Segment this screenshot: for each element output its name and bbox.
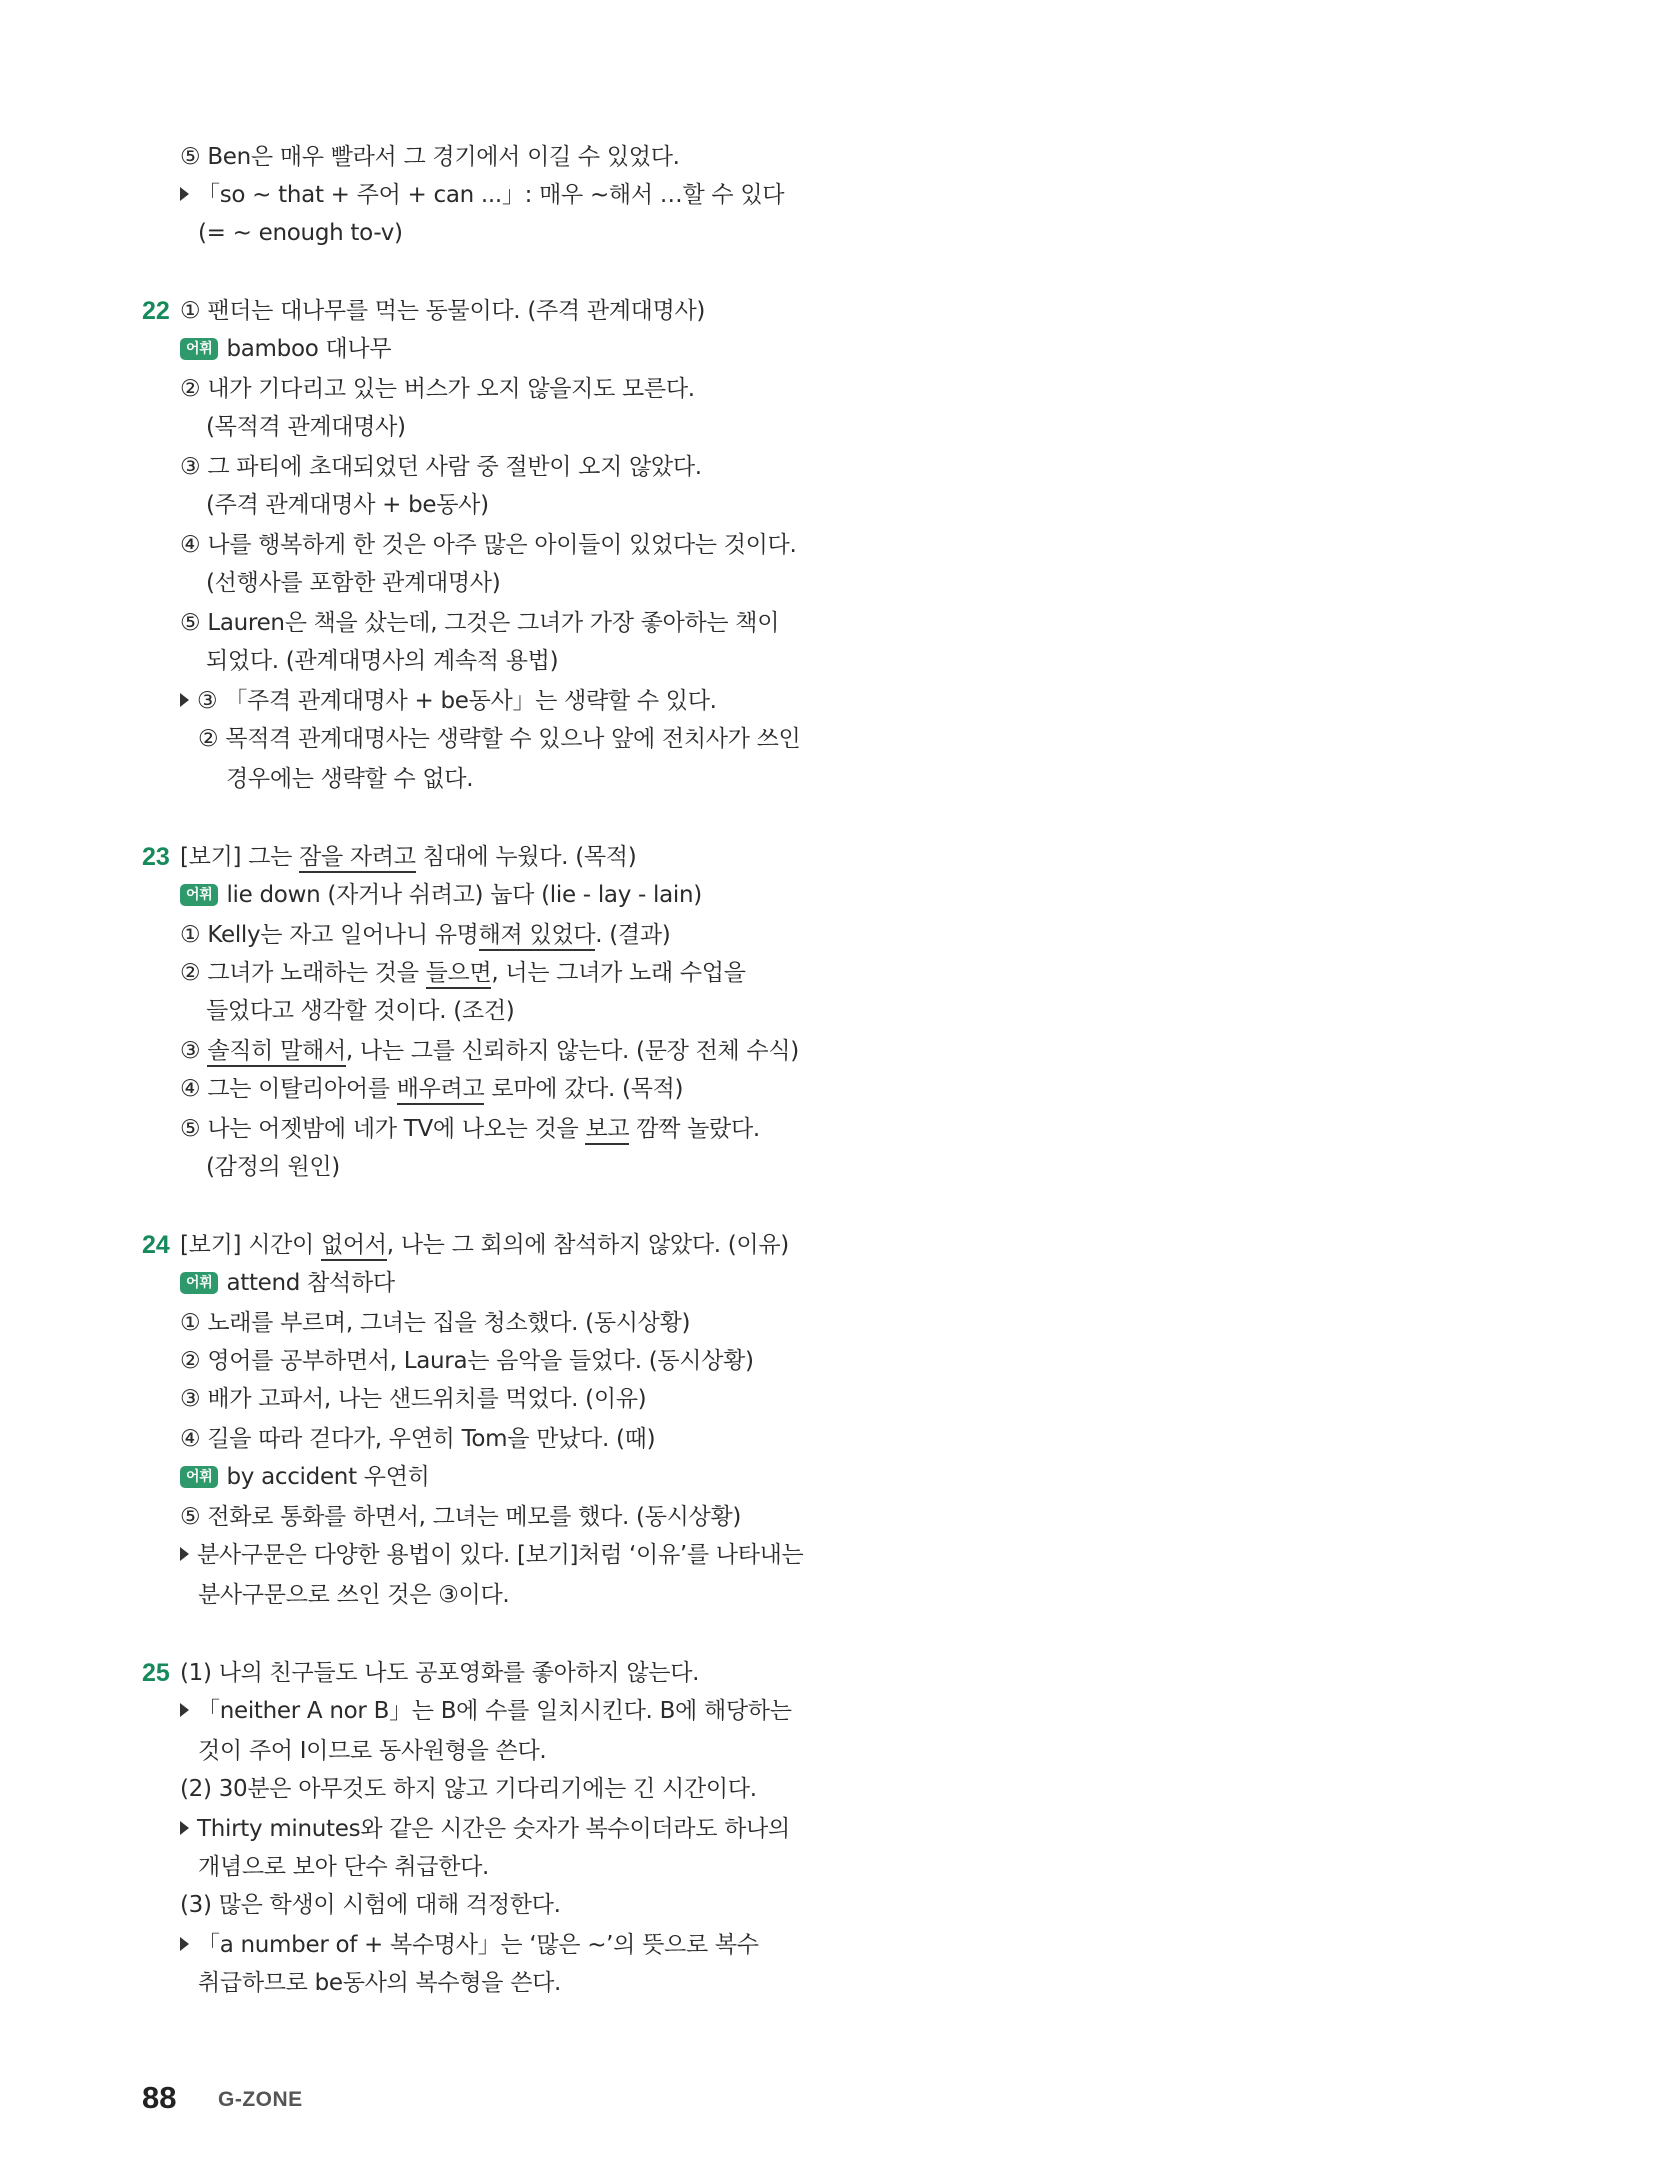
q21-line-1: ⑤ Ben은 매우 빨라서 그 경기에서 이길 수 있었다. bbox=[180, 144, 680, 170]
text: , 나는 그를 신뢰하지 않는다. (문장 전체 수식) bbox=[345, 1038, 799, 1064]
q24-vocab-2 bbox=[180, 1462, 430, 1492]
bullet-triangle-icon bbox=[180, 693, 189, 707]
q23-vocab-text: lie down (자거나 쉬려고) 눕다 (lie - lay - lain) bbox=[226, 882, 702, 908]
text: 깜짝 놀랐다. bbox=[629, 1116, 760, 1142]
vocab-tag: 어휘 bbox=[180, 884, 218, 906]
q23-example bbox=[180, 842, 636, 872]
question-number-25: 25 bbox=[142, 1659, 170, 1687]
q23-line-7 bbox=[180, 1074, 683, 1104]
text: [보기] 그는 bbox=[180, 844, 300, 870]
q21-line-3: (= ~ enough to-v) bbox=[198, 220, 403, 246]
q23-line-4 bbox=[180, 958, 746, 988]
q21-note-text: 「so ~ that + 주어 + can ...」: 매우 ~해서 …할 수 있다 bbox=[197, 182, 785, 208]
q25-line-4: (2) 30분은 아무것도 하지 않고 기다리기에는 긴 시간이다. bbox=[180, 1776, 757, 1802]
q22-line-7: ④ 나를 행복하게 한 것은 아주 많은 아이들이 있었다는 것이다. bbox=[180, 532, 797, 558]
bullet-triangle-icon bbox=[180, 1703, 189, 1717]
q22-note-line bbox=[180, 686, 717, 716]
q22-line-6: (주격 관계대명사 + be동사) bbox=[206, 492, 489, 518]
q22-line-9: ⑤ Lauren은 책을 샀는데, 그것은 그녀가 가장 좋아하는 책이 bbox=[180, 610, 780, 636]
q24-line-8: ⑤ 전화로 통화를 하면서, 그녀는 메모를 했다. (동시상황) bbox=[180, 1504, 742, 1530]
q24-example bbox=[180, 1230, 789, 1260]
q22-line-8: (선행사를 포함한 관계대명사) bbox=[206, 570, 501, 596]
vocab-tag: 어휘 bbox=[180, 1466, 218, 1488]
q23-line-8 bbox=[180, 1114, 760, 1144]
q25-line-3: 것이 주어 I이므로 동사원형을 쓴다. bbox=[198, 1738, 547, 1764]
underlined-phrase: 없어서 bbox=[321, 1232, 387, 1261]
underlined-phrase: 들으면 bbox=[426, 960, 492, 989]
q22-line-4: (목적격 관계대명사) bbox=[206, 414, 406, 440]
q22-line-10: 되었다. (관계대명사의 계속적 용법) bbox=[206, 648, 559, 674]
q25-note-3-text: 「a number of + 복수명사」는 ‘많은 ~’의 뜻으로 복수 bbox=[197, 1932, 759, 1958]
q24-line-3: ① 노래를 부르며, 그녀는 집을 청소했다. (동시상황) bbox=[180, 1310, 691, 1336]
q25-line-6: 개념으로 보아 단수 취급한다. bbox=[198, 1854, 490, 1880]
text: , 나는 그 회의에 참석하지 않았다. (이유) bbox=[386, 1232, 789, 1258]
q25-note-3 bbox=[180, 1930, 759, 1960]
question-number-23: 23 bbox=[142, 843, 170, 871]
q24-vocab2-text: by accident 우연히 bbox=[226, 1464, 430, 1490]
q25-line-1: (1) 나의 친구들도 나도 공포영화를 좋아하지 않는다. bbox=[180, 1660, 700, 1686]
text: ① Kelly는 자고 일어나니 유명 bbox=[180, 922, 479, 948]
q24-note-line bbox=[180, 1540, 803, 1570]
q22-line-12: ② 목적격 관계대명사는 생략할 수 있으나 앞에 전치사가 쓰인 bbox=[198, 726, 801, 752]
q25-note-1 bbox=[180, 1696, 792, 1726]
q22-line-5: ③ 그 파티에 초대되었던 사람 중 절반이 오지 않았다. bbox=[180, 454, 702, 480]
bullet-triangle-icon bbox=[180, 187, 189, 201]
q23-line-9: (감정의 원인) bbox=[206, 1154, 340, 1180]
text: 로마에 갔다. (목적) bbox=[484, 1076, 684, 1102]
q25-line-7: (3) 많은 학생이 시험에 대해 걱정한다. bbox=[180, 1892, 561, 1918]
text: , 너는 그녀가 노래 수업을 bbox=[491, 960, 746, 986]
text: ④ 그는 이탈리아어를 bbox=[180, 1076, 397, 1102]
q25-note-2-text: Thirty minutes와 같은 시간은 숫자가 복수이더라도 하나의 bbox=[197, 1816, 790, 1842]
underlined-phrase: 솔직히 말해서 bbox=[207, 1038, 346, 1067]
q22-line-1: ① 팬더는 대나무를 먹는 동물이다. (주격 관계대명사) bbox=[180, 298, 706, 324]
bullet-triangle-icon bbox=[180, 1937, 189, 1951]
q22-vocab-text: bamboo 대나무 bbox=[226, 336, 392, 362]
question-number-22: 22 bbox=[142, 297, 170, 325]
text: ⑤ 나는 어젯밤에 네가 TV에 나오는 것을 bbox=[180, 1116, 586, 1142]
q24-line-5: ③ 배가 고파서, 나는 샌드위치를 먹었다. (이유) bbox=[180, 1386, 647, 1412]
q24-line-10: 분사구문으로 쓰인 것은 ③이다. bbox=[198, 1582, 510, 1608]
q22-line-3: ② 내가 기다리고 있는 버스가 오지 않을지도 모른다. bbox=[180, 376, 695, 402]
q24-vocab bbox=[180, 1268, 395, 1298]
q25-note-1-text: 「neither A nor B」는 B에 수를 일치시킨다. B에 해당하는 bbox=[197, 1698, 792, 1724]
q22-vocab bbox=[180, 334, 391, 364]
q23-line-5: 들었다고 생각할 것이다. (조건) bbox=[206, 998, 515, 1024]
bullet-triangle-icon bbox=[180, 1547, 189, 1561]
underlined-phrase: 보고 bbox=[585, 1116, 629, 1145]
q24-note-text: 분사구문은 다양한 용법이 있다. [보기]처럼 ‘이유’를 나타내는 bbox=[197, 1542, 804, 1568]
q23-line-6 bbox=[180, 1036, 799, 1066]
q24-line-4: ② 영어를 공부하면서, Laura는 음악을 들었다. (동시상황) bbox=[180, 1348, 754, 1374]
text: [보기] 시간이 bbox=[180, 1232, 321, 1258]
q23-vocab bbox=[180, 880, 702, 910]
bullet-triangle-icon bbox=[180, 1821, 189, 1835]
book-title: G-ZONE bbox=[218, 2088, 303, 2111]
text: ② 그녀가 노래하는 것을 bbox=[180, 960, 426, 986]
q23-line-3 bbox=[180, 920, 670, 950]
q25-note-2 bbox=[180, 1814, 790, 1844]
text: 침대에 누웠다. (목적) bbox=[415, 844, 637, 870]
underlined-phrase: 배우려고 bbox=[397, 1076, 485, 1105]
vocab-tag: 어휘 bbox=[180, 1272, 218, 1294]
question-number-24: 24 bbox=[142, 1231, 170, 1259]
q22-line-13: 경우에는 생략할 수 없다. bbox=[226, 766, 474, 792]
underlined-phrase: 잠을 자려고 bbox=[299, 844, 416, 873]
q22-note-text: ③ 「주격 관계대명사 + be동사」는 생략할 수 있다. bbox=[197, 688, 717, 714]
q25-line-9: 취급하므로 be동사의 복수형을 쓴다. bbox=[198, 1970, 562, 1996]
text: . (결과) bbox=[595, 922, 671, 948]
vocab-tag: 어휘 bbox=[180, 338, 218, 360]
q24-vocab-text: attend 참석하다 bbox=[226, 1270, 395, 1296]
q21-note-line bbox=[180, 180, 784, 210]
text: ③ bbox=[180, 1038, 208, 1064]
underlined-phrase: 해져 있었다 bbox=[479, 922, 596, 951]
page-number: 88 bbox=[142, 2080, 177, 2115]
q24-line-6: ④ 길을 따라 걷다가, 우연히 Tom을 만났다. (때) bbox=[180, 1426, 656, 1452]
